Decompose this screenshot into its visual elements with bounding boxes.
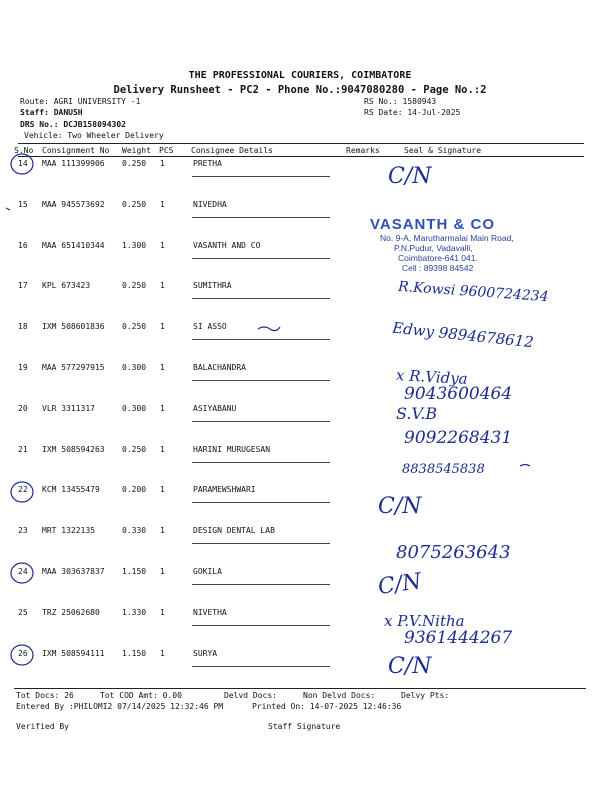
row-consignment: MAA 945573692 bbox=[42, 200, 105, 209]
stamp-line-1: No. 9-A, Marutharmalai Main Road, bbox=[380, 233, 514, 243]
company-title: THE PROFESSIONAL COURIERS, COIMBATORE bbox=[188, 70, 412, 81]
row-pcs: 1 bbox=[160, 485, 165, 494]
row-weight: 0.200 bbox=[122, 485, 147, 494]
total-docs: Tot Docs: 26 bbox=[16, 691, 74, 700]
total-cod: Tot COD Amt: 0.00 bbox=[100, 691, 182, 700]
row-consignment: MAA 651410344 bbox=[42, 241, 105, 250]
row-consignment: MRT 1322135 bbox=[42, 526, 95, 535]
vasanth-stamp bbox=[370, 216, 570, 273]
row-consignee: NIVEDHA bbox=[193, 200, 227, 209]
row-pcs: 1 bbox=[160, 526, 165, 535]
row-sno: 18 bbox=[18, 322, 28, 331]
row-weight: 1.150 bbox=[122, 649, 147, 658]
col-weight: Weight bbox=[122, 146, 151, 155]
row-sno: 17 bbox=[18, 281, 28, 290]
hand-row-18: Edwy 9894678612 bbox=[391, 318, 535, 352]
hand-row-21: 8838545838 bbox=[402, 462, 485, 477]
row-consignee: PRETHA bbox=[193, 159, 222, 168]
consignee-underline bbox=[192, 258, 330, 259]
row-pcs: 1 bbox=[160, 567, 165, 576]
row-weight: 0.250 bbox=[122, 281, 147, 290]
row-sno: 14 bbox=[18, 159, 28, 168]
hand-row-23: 8075263643 bbox=[396, 542, 511, 563]
consignee-underline bbox=[192, 421, 330, 422]
hand-row-22: C/N bbox=[378, 494, 422, 519]
row-consignment: MAA 303637837 bbox=[42, 567, 105, 576]
row-consignee: DESIGN DENTAL LAB bbox=[193, 526, 275, 535]
row-sno: 15 bbox=[18, 200, 28, 209]
runsheet-title: Delivery Runsheet - PC2 - Phone No.:9047080280 - Page No.:2 bbox=[113, 84, 487, 96]
vehicle-label: Vehicle: Two Wheeler Delivery bbox=[24, 131, 164, 140]
row-sno: 23 bbox=[18, 526, 28, 535]
row-weight: 1.150 bbox=[122, 567, 147, 576]
consignee-underline bbox=[192, 339, 330, 340]
row-weight: 0.250 bbox=[122, 322, 147, 331]
col-sno: S.No bbox=[14, 146, 34, 155]
hand-row-26: C/N bbox=[388, 654, 432, 679]
row-consignee: SUMITHRA bbox=[193, 281, 232, 290]
row-weight: 0.250 bbox=[122, 445, 147, 454]
col-remarks: Remarks bbox=[346, 146, 380, 155]
hand-row-17: R.Kowsi 9600724234 bbox=[397, 278, 550, 306]
row-pcs: 1 bbox=[160, 159, 165, 168]
stamp-line-3: Coimbatore-641 041. bbox=[398, 253, 478, 263]
row-consignment: TRZ 25062680 bbox=[42, 608, 100, 617]
row-pcs: 1 bbox=[160, 649, 165, 658]
hand-row-25-name: x P.V.Nitha bbox=[384, 612, 465, 630]
rs-no-label: RS No.: 1580943 bbox=[364, 97, 437, 106]
row-consignment: IXM 508594111 bbox=[42, 649, 105, 658]
row-pcs: 1 bbox=[160, 241, 165, 250]
consignee-underline bbox=[192, 176, 330, 177]
hand-row-20-phone: 9092268431 bbox=[404, 428, 513, 448]
table-header-rule bbox=[18, 156, 584, 157]
row-consignment: IXM 508594263 bbox=[42, 445, 105, 454]
row-consignment: KCM 13455479 bbox=[42, 485, 100, 494]
hand-row-25-phone: 9361444267 bbox=[404, 628, 513, 648]
row-consignee: NIVETHA bbox=[193, 608, 227, 617]
rs-date-label: RS Date: 14-Jul-2025 bbox=[364, 108, 461, 117]
hand-row-24: C/N bbox=[376, 569, 424, 600]
row-weight: 0.300 bbox=[122, 363, 147, 372]
delivered-docs: Delvd Docs: bbox=[224, 691, 277, 700]
hand-row-14: C/N bbox=[388, 164, 432, 189]
consignee-underline bbox=[192, 502, 330, 503]
row-consignee: HARINI MURUGESAN bbox=[193, 445, 271, 454]
row-consignment: VLR 3311317 bbox=[42, 404, 95, 413]
row-consignment: MAA 577297915 bbox=[42, 363, 105, 372]
row-pcs: 1 bbox=[160, 445, 165, 454]
consignee-underline bbox=[192, 666, 330, 667]
row-pcs: 1 bbox=[160, 404, 165, 413]
consignee-underline bbox=[192, 462, 330, 463]
consignee-underline bbox=[192, 217, 330, 218]
non-delivered-docs: Non Delvd Docs: bbox=[303, 691, 376, 700]
stamp-name: VASANTH & CO bbox=[370, 216, 496, 233]
row-weight: 0.300 bbox=[122, 404, 147, 413]
printed-on: Printed On: 14-07-2025 12:46:36 bbox=[252, 702, 402, 711]
table-top-rule bbox=[18, 143, 584, 144]
row-sno: 21 bbox=[18, 445, 28, 454]
row-weight: 0.330 bbox=[122, 526, 147, 535]
row-consignee: PARAMEWSHWARI bbox=[193, 485, 256, 494]
row-weight: 0.250 bbox=[122, 159, 147, 168]
row-consignee: VASANTH AND CO bbox=[193, 241, 261, 250]
row-consignee: GOKILA bbox=[193, 567, 222, 576]
staff-signature: Staff Signature bbox=[268, 722, 341, 731]
row-pcs: 1 bbox=[160, 200, 165, 209]
margin-mark bbox=[6, 208, 10, 210]
row-pcs: 1 bbox=[160, 608, 165, 617]
entered-by: Entered By :PHILOMI2 07/14/2025 12:32:46 PM bbox=[16, 702, 224, 711]
footer-top-rule bbox=[14, 688, 586, 689]
consignee-underline bbox=[192, 584, 330, 585]
consignee-underline bbox=[192, 380, 330, 381]
col-consignment: Consignment No bbox=[42, 146, 110, 155]
row-pcs: 1 bbox=[160, 363, 165, 372]
hand-row-19-phone: 9043600464 bbox=[404, 384, 513, 404]
hand-row-20-name: S.V.B bbox=[396, 404, 438, 423]
consignee-underline bbox=[192, 543, 330, 544]
row-consignee: SURYA bbox=[193, 649, 218, 658]
row-sno: 26 bbox=[18, 649, 28, 658]
row-sno: 24 bbox=[18, 567, 28, 576]
row-sno: 25 bbox=[18, 608, 28, 617]
row-consignee: BALACHANDRA bbox=[193, 363, 246, 372]
delivery-points: Delvy Pts: bbox=[401, 691, 450, 700]
row-consignment: IXM 508601836 bbox=[42, 322, 105, 331]
staff-label: Staff: DANUSH bbox=[20, 108, 83, 117]
row-weight: 1.330 bbox=[122, 608, 147, 617]
row-consignee: SI ASSO bbox=[193, 322, 227, 331]
col-seal: Seal & Signature bbox=[404, 146, 482, 155]
verified-by: Verified By bbox=[16, 722, 69, 731]
hand-row-19-name: x R.Vidya bbox=[395, 366, 469, 388]
col-pcs: PCS bbox=[159, 146, 174, 155]
row-consignment: MAA 111399906 bbox=[42, 159, 105, 168]
consignee-underline bbox=[192, 298, 330, 299]
drs-label: DRS No.: DCJB158094302 bbox=[20, 120, 126, 129]
row-sno: 19 bbox=[18, 363, 28, 372]
small-squiggle-row-18 bbox=[258, 327, 280, 331]
small-squiggle-row-21 bbox=[520, 465, 530, 467]
row-sno: 22 bbox=[18, 485, 28, 494]
row-weight: 0.250 bbox=[122, 200, 147, 209]
consignee-underline bbox=[192, 625, 330, 626]
col-consignee: Consignee Details bbox=[191, 146, 273, 155]
row-pcs: 1 bbox=[160, 281, 165, 290]
row-pcs: 1 bbox=[160, 322, 165, 331]
row-sno: 20 bbox=[18, 404, 28, 413]
row-consignee: ASIYABANU bbox=[193, 404, 237, 413]
route-label: Route: AGRI UNIVERSITY -1 bbox=[20, 97, 141, 106]
row-sno: 16 bbox=[18, 241, 28, 250]
row-weight: 1.300 bbox=[122, 241, 147, 250]
stamp-line-2: P.N.Pudur, Vadavalli, bbox=[394, 243, 473, 253]
row-consignment: KPL 673423 bbox=[42, 281, 91, 290]
stamp-line-4: Cell : 89398 84542 bbox=[402, 263, 474, 273]
